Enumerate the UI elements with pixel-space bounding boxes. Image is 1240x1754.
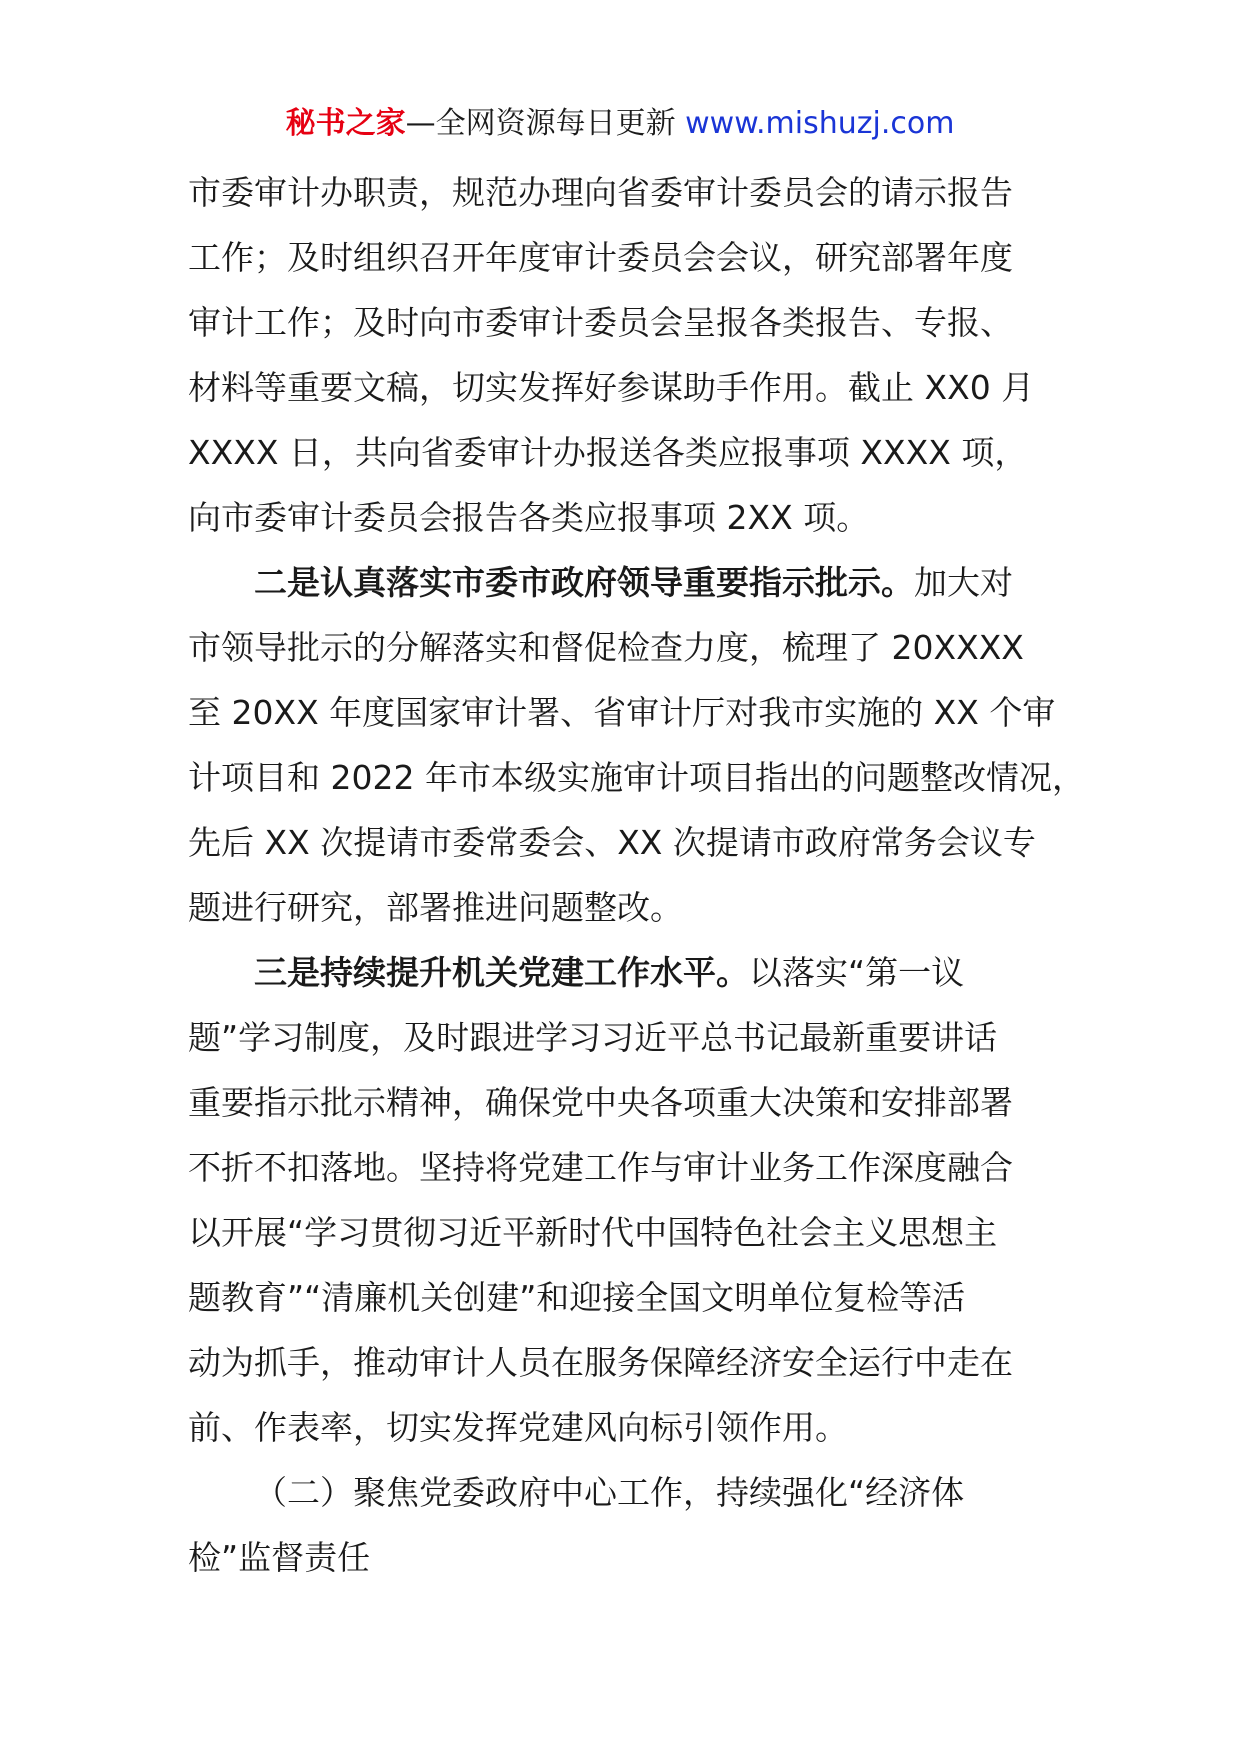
text-line: XXXX 日，共向省委审计办报送各类应报事项 XXXX 项， — [188, 433, 1028, 472]
text-line: 市委审计办职责，规范办理向省委审计委员会的请示报告 — [188, 173, 1013, 212]
text-line: 材料等重要文稿，切实发挥好参谋助手作用。截止 XX0 月 — [188, 368, 1035, 407]
document-body — [188, 160, 1085, 1590]
text-line: 向市委审计委员会报告各类应报事项 2XX 项。 — [188, 498, 870, 537]
text-line: 工作；及时组织召开年度审计委员会会议，研究部署年度 — [188, 238, 1013, 277]
text-line: 检”监督责任 — [188, 1538, 371, 1577]
text-line: 题进行研究，部署推进问题整改。 — [188, 888, 683, 927]
text-line: 计项目和 2022 年市本级实施审计项目指出的问题整改情况， — [188, 758, 1085, 797]
text-line: 先后 XX 次提请市委常委会、XX 次提请市政府常务会议专 — [188, 823, 1036, 862]
text-line: 重要指示批示精神，确保党中央各项重大决策和安排部署 — [188, 1083, 1013, 1122]
text-line: 以开展“学习贯彻习近平新时代中国特色社会主义思想主 — [188, 1213, 998, 1252]
text-line: 市领导批示的分解落实和督促检查力度，梳理了 20XXXX — [188, 628, 1024, 667]
item-2-heading: 二是认真落实市委市政府领导重要指示批示。 — [254, 563, 914, 602]
text-line: 至 20XX 年度国家审计署、省审计厅对我市实施的 XX 个审 — [188, 693, 1056, 732]
text-line: 前、作表率，切实发挥党建风向标引领作用。 — [188, 1408, 848, 1447]
header-tagline: —全网资源每日更新 — [405, 106, 686, 141]
brand-name: 秘书之家 — [285, 106, 406, 141]
text-line: 加大对 — [914, 563, 1013, 602]
text-line: 审计工作；及时向市委审计委员会呈报各类报告、专报、 — [188, 303, 1013, 342]
item-3-heading: 三是持续提升机关党建工作水平。 — [254, 953, 749, 992]
site-url-link[interactable]: www.mishuzj.com — [685, 106, 955, 141]
section-heading-2: （二）聚焦党委政府中心工作，持续强化“经济体 — [254, 1473, 965, 1512]
text-line: 动为抓手，推动审计人员在服务保障经济安全运行中走在 — [188, 1343, 1013, 1382]
paragraph-item-3-first-line — [188, 940, 1078, 1005]
text-line: 不折不扣落地。坚持将党建工作与审计业务工作深度融合 — [188, 1148, 1013, 1187]
text-line: 以落实“第一议 — [749, 953, 965, 992]
paragraph-item-2-first-line — [188, 550, 1078, 615]
text-line: 题教育”“清廉机关创建”和迎接全国文明单位复检等活 — [188, 1278, 966, 1317]
site-header — [0, 102, 1240, 146]
text-line: 题”学习制度，及时跟进学习习近平总书记最新重要讲话 — [188, 1018, 998, 1057]
